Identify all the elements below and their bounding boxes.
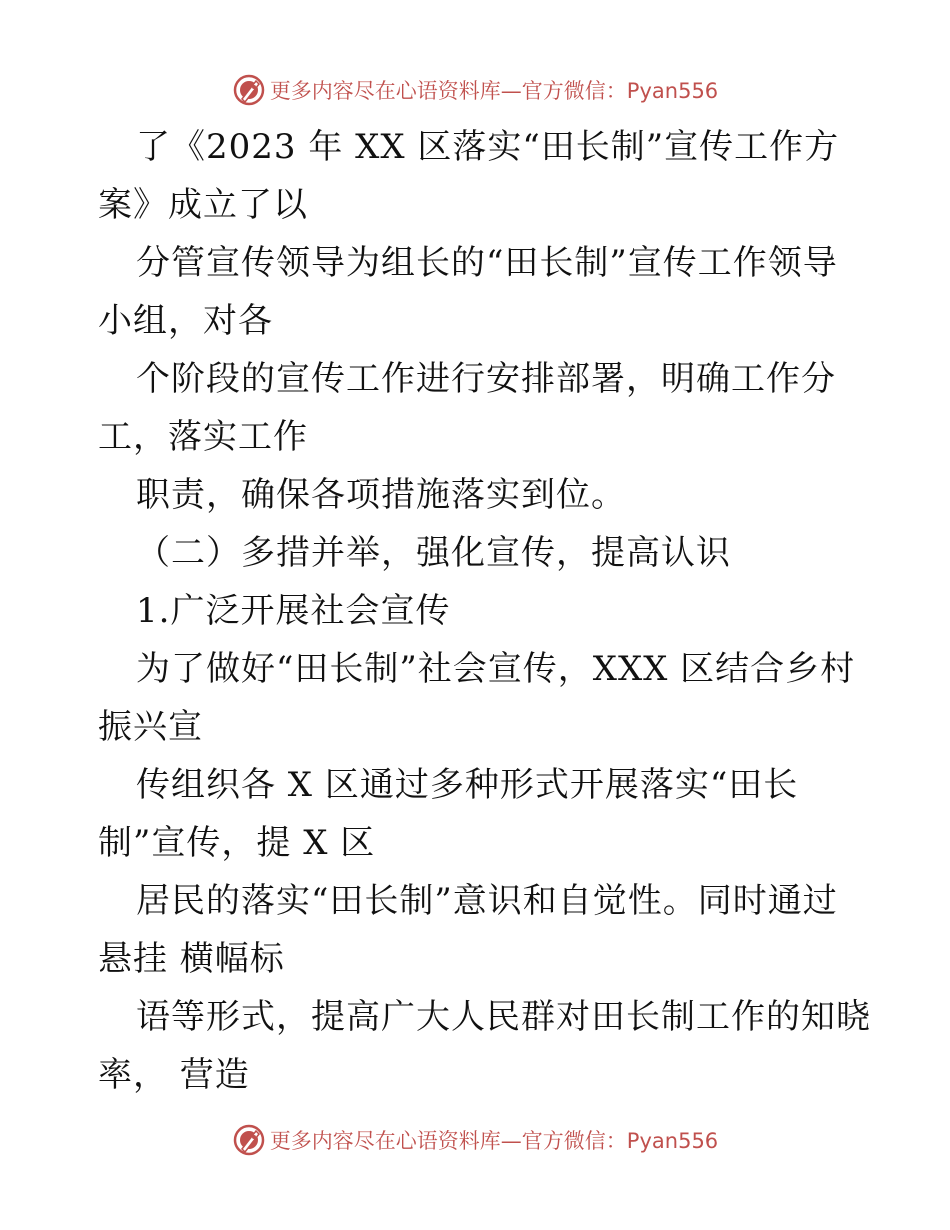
text-line: 悬挂 横幅标: [98, 939, 285, 979]
watermark-text: 更多内容尽在心语资料库—官方微信：Pyan556: [269, 1129, 719, 1153]
text-line: 了《2023 年 XX 区落实“田长制”宣传工作方: [136, 127, 840, 167]
text-line: 率， 营造: [98, 1055, 250, 1095]
text-line: 小组，对各: [98, 301, 273, 341]
text-line: 制”宣传，提 X 区: [98, 823, 376, 863]
text-line: 居民的落实“田长制”意识和自觉性。同时通过: [136, 881, 838, 921]
pen-seal-icon: [232, 1123, 266, 1157]
subsection-heading: 1.广泛开展社会宣传: [136, 591, 451, 631]
text-line: 个阶段的宣传工作进行安排部署，明确工作分: [136, 359, 836, 399]
text-line: 语等形式，提高广大人民群对田长制工作的知晓: [136, 997, 871, 1037]
text-line: 职责，确保各项措施落实到位。: [136, 475, 626, 515]
text-line: 案》成立了以: [98, 185, 308, 225]
pen-seal-icon: [232, 73, 266, 107]
section-heading: （二）多措并举，强化宣传，提高认识: [136, 533, 731, 573]
text-line: 工，落实工作: [98, 417, 308, 457]
text-line: 传组织各 X 区通过多种形式开展落实“田长: [136, 765, 799, 805]
watermark-text: 更多内容尽在心语资料库—官方微信：Pyan556: [269, 79, 719, 103]
text-line: 分管宣传领导为组长的“田长制”宣传工作领导: [136, 243, 838, 283]
text-line: 为了做好“田长制”社会宣传，XXX 区结合乡村: [136, 649, 856, 689]
header-watermark: [0, 70, 950, 110]
footer-watermark: [0, 1120, 950, 1160]
text-line: 振兴宣: [98, 707, 203, 747]
document-body: [98, 118, 871, 1104]
